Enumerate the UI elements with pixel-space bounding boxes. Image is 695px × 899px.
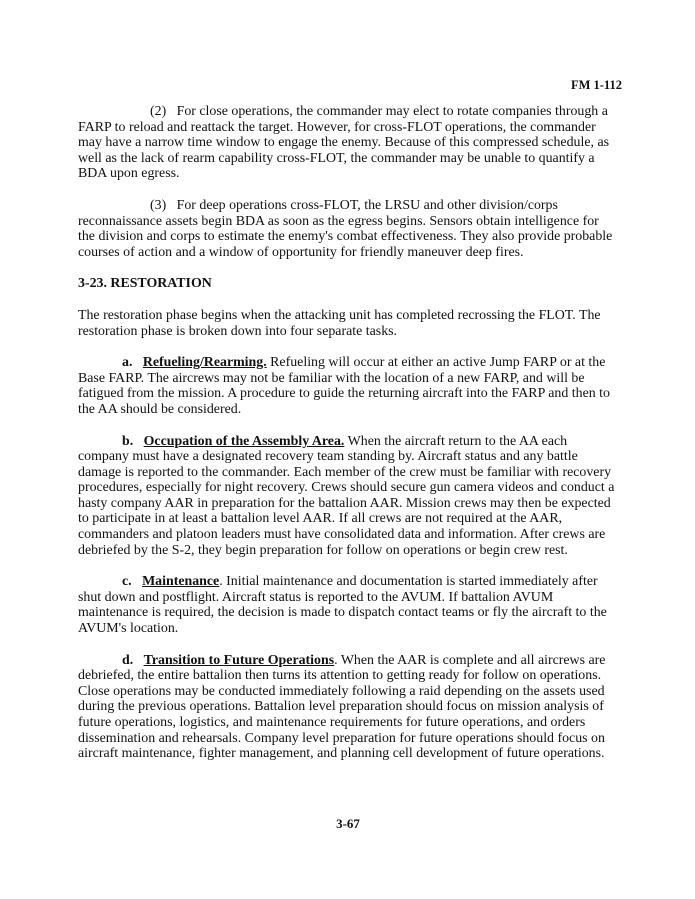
subsection-a-text: Refueling will occur at either an active Jump FARP or at the Base FARP. The aircrews may not be familiar with the location of a new FARP, and will be fatigued from the mission. A procedure to guide the returning aircraft into the FARP and then to the AA should be considered. bbox=[78, 355, 610, 417]
subsection-c-title: Maintenance bbox=[142, 574, 220, 590]
subsection-b-title: Occupation of the Assembly Area. bbox=[143, 433, 345, 449]
paragraph-3-number: (3) bbox=[150, 197, 167, 213]
subsection-d bbox=[78, 653, 618, 762]
subsection-c-text: . Initial maintenance and documentation is started immediately after shut down and postflight. Aircraft status is reported to the AVUM. If battalion AVUM maintenance is required, the decision is made to dispatch contact teams or fly the aircraft to the AVUM's location. bbox=[78, 574, 607, 637]
subsection-c-letter: c. bbox=[122, 574, 132, 590]
subsection-b-text: When the aircraft return to the AA each company must have a designated recovery team standing by. Aircraft status and any battle damage is reported to the commander. Each member of the crew must be familiar with recovery procedures, especially for night recovery. Crews should secure gun camera videos and conduct a hasty company AAR in preparation for the battalion AAR. Mission crews may then be expected to participate in at least a battalion level AAR. If all crews are not required at the AAR, commanders and platoon leaders must have consolidated data and information. After crews are debriefed by the S-2, they begin preparation for follow on operations or begin crew rest. bbox=[78, 433, 615, 558]
paragraph-2-number: (2) bbox=[150, 104, 167, 119]
subsection-d-title: Transition to Future Operations bbox=[143, 652, 335, 668]
document-page bbox=[78, 0, 622, 899]
subsection-b bbox=[78, 434, 618, 559]
paragraph-3 bbox=[78, 198, 618, 260]
subsection-a-letter: a. bbox=[122, 355, 133, 371]
page-body bbox=[78, 104, 618, 778]
subsection-d-letter: d. bbox=[122, 652, 134, 668]
section-heading: 3-23. RESTORATION bbox=[78, 276, 212, 292]
subsection-a bbox=[78, 355, 618, 417]
paragraph-2 bbox=[78, 104, 618, 182]
page-number: 3-67 bbox=[336, 816, 360, 831]
subsection-b-letter: b. bbox=[122, 433, 134, 449]
subsection-c bbox=[78, 574, 618, 636]
paragraph-3-text: For deep operations cross-FLOT, the LRSU and other division/corps reconnaissance assets begin BDA as soon as the egress begins. Sensors obtain intelligence for the division and corps to estimate the enemy's combat effectiveness. They also provide probable courses of action and a window of opportunity for friendly maneuver deep fires. bbox=[78, 197, 613, 260]
paragraph-2-text: For close operations, the commander may elect to rotate companies through a FARP to reload and reattack the target. However, for cross-FLOT operations, the commander may have a narrow time window to engage the enemy. Because of this compressed schedule, as well as the lack of rearm capability cross-FLOT, the commander may be unable to quantify a BDA upon egress. bbox=[78, 104, 610, 182]
subsection-a-title: Refueling/Rearming. bbox=[142, 355, 267, 371]
subsection-d-text: . When the AAR is complete and all aircrews are debriefed, the entire battalion then turns its attention to getting ready for follow on operations. Close operations may be conducted immediately following a raid depending on the assets used during the previous operations. Battalion level preparation should focus on mission analysis of future operations, logistics, and maintenance requirements for future operations, and orders dissemination and rehearsals. Company level preparation for future operations should focus on aircraft maintenance, fighter management, and planning cell development of future operations. bbox=[78, 652, 606, 762]
manual-id-header: FM 1-112 bbox=[570, 78, 622, 92]
section-intro: The restoration phase begins when the attacking unit has completed recrossing the FLOT. The restoration phase is broken down into four separate tasks. bbox=[78, 307, 601, 339]
